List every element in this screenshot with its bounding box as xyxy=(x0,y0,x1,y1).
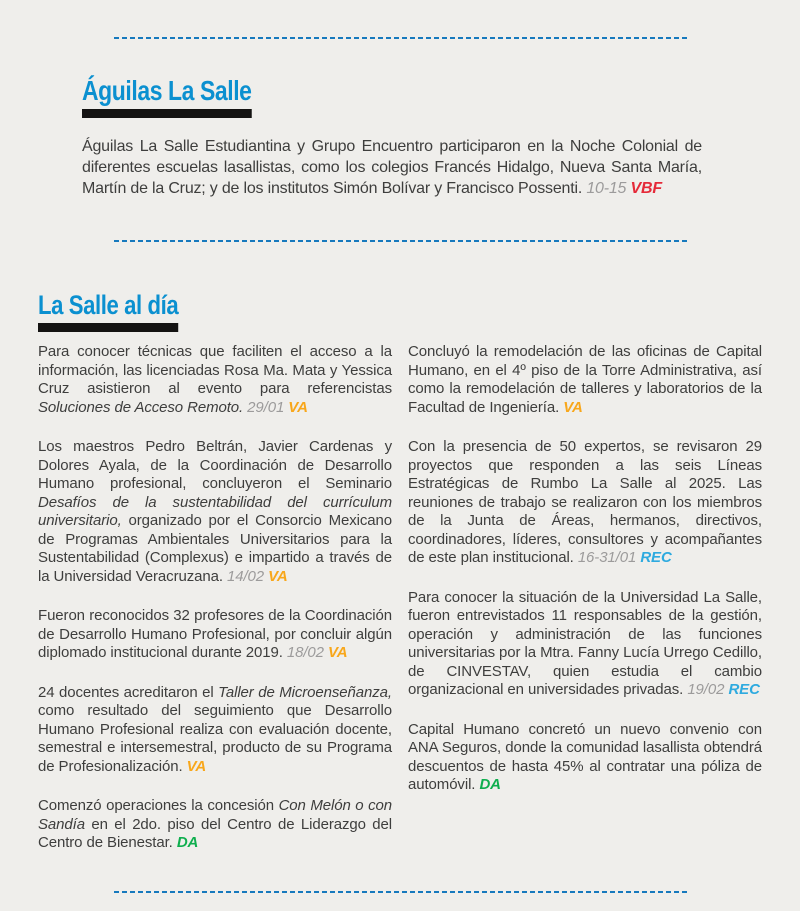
title-underline-bar xyxy=(82,109,252,118)
news-paragraph xyxy=(408,589,762,700)
news-source-tag-da: DA xyxy=(479,776,501,794)
news-text: Águilas La Salle Estudiantina y Grupo Encuentro participaron en la Noche Colonial de diferentes escuelas lasallistas, como los colegios Francés Hidalgo, Nueva Santa María, Martín de la Cruz; y de los institutos Simón Bolívar y Francisco Possenti. xyxy=(82,138,702,198)
section-title-block-aldia xyxy=(38,291,178,332)
news-text: Capital Humano concretó un nuevo convenio con ANA Seguros, donde la comunidad lasallista obtendrá descuentos de hasta 45% al contratar una póliza de automóvil. xyxy=(408,720,762,794)
section-aguilas-la-salle xyxy=(82,76,702,199)
news-source-tag-va: VA xyxy=(288,398,308,416)
news-text: en el 2do. piso del Centro de Liderazgo del Centro de Bienestar. xyxy=(38,815,392,852)
title-underline-bar xyxy=(38,323,178,332)
news-text-italic: Soluciones de Acceso Remoto. xyxy=(38,398,244,416)
news-source-tag-va: VA xyxy=(563,398,583,416)
news-source-tag-va: VA xyxy=(268,567,288,585)
news-date: 16-31/01 xyxy=(577,549,637,567)
news-text: Los maestros Pedro Beltrán, Javier Cardenas y Dolores Ayala, de la Coordinación de Desarrollo Humano profesional, concluyeron el Seminario xyxy=(38,438,392,493)
news-text-italic: Taller de Microenseñanza, xyxy=(218,683,392,701)
news-source-tag-va: VA xyxy=(328,644,348,662)
news-paragraph xyxy=(38,607,392,663)
section-title-aldia: La Salle al día xyxy=(38,290,179,320)
news-date: 18/02 xyxy=(286,644,324,662)
section-la-salle-al-dia xyxy=(38,291,762,853)
dotted-divider-top xyxy=(114,37,687,39)
news-source-tag-va: VA xyxy=(186,757,207,775)
news-date: 29/01 xyxy=(247,398,285,416)
news-text-italic: Con Melón o con Sandía xyxy=(38,797,392,833)
news-paragraph xyxy=(38,797,392,853)
news-text: Concluyó la remodelación de las oficinas de Capital Humano, en el 4º piso de la Torre Administrativa, así como la remodelación de talleres y laboratorios de la Facultad de Ingeniería. xyxy=(408,343,762,416)
news-paragraph xyxy=(38,343,392,417)
news-date: 19/02 xyxy=(687,681,725,699)
news-text: 24 docentes acreditaron el xyxy=(38,683,219,701)
news-paragraph xyxy=(38,684,392,777)
news-text: como resultado del seguimiento que Desarrollo Humano Profesional realiza con evaluación docente, semestral e intersemestral, producto de su Programa de Profesionalización. xyxy=(38,702,392,775)
news-paragraph xyxy=(408,721,762,795)
news-text: Comenzó operaciones la concesión xyxy=(38,797,279,815)
news-text: Para conocer técnicas que faciliten el acceso a la información, las licenciadas Rosa Ma. Mata y Yessica Cruz asistieron al evento para referencistas xyxy=(38,343,392,398)
news-source-tag-rec: REC xyxy=(728,681,760,699)
news-date: 10-15 xyxy=(586,180,627,198)
news-paragraph xyxy=(38,438,392,586)
news-source-tag-da: DA xyxy=(176,834,199,852)
news-columns xyxy=(38,343,762,853)
news-text-italic: Desafíos de la sustentabilidad del currículum universitario, xyxy=(38,493,392,530)
news-paragraph-aguilas xyxy=(82,136,702,199)
news-column-right xyxy=(408,343,762,853)
section-title-aguilas: Águilas La Salle xyxy=(82,75,252,106)
news-paragraph xyxy=(408,343,762,417)
news-text: Fueron reconocidos 32 profesores de la Coordinación de Desarrollo Humano Profesional, por concluir algún diplomado institucional durante 2019. xyxy=(38,607,392,662)
news-source-tag-vbf: VBF xyxy=(630,180,662,198)
news-text: Con la presencia de 50 expertos, se revisaron 29 proyectos que responden a las seis Líneas Estratégicas de Rumbo La Salle al 2025. Las reuniones de trabajo se realizaron con los miembros de la Junta de Áreas, hermanos, directivos, coordinadores, líderes, consultores y acompañantes de este plan institucional. xyxy=(408,438,762,567)
dotted-divider-bottom xyxy=(114,891,687,893)
news-text: Para conocer la situación de la Universidad La Salle, fueron entrevistados 11 responsables de la gestión, operación y administración de las funciones universitarias por la Mtra. Fanny Lucía Urrego Cedillo, de CINVESTAV, quien estudia el cambio organizacional en universidades privadas. xyxy=(408,588,762,699)
dotted-divider-middle xyxy=(114,240,687,242)
news-paragraph xyxy=(408,438,762,568)
news-text: organizado por el Consorcio Mexicano de Programas Ambientales Universitarios para la Sustentabilidad (Complexus) e impartido a través de la Universidad Veracruzana. xyxy=(38,512,392,585)
news-date: 14/02 xyxy=(226,567,265,585)
news-column-left xyxy=(38,343,392,853)
section-title-block-aguilas xyxy=(82,76,252,118)
news-source-tag-rec: REC xyxy=(640,549,672,567)
